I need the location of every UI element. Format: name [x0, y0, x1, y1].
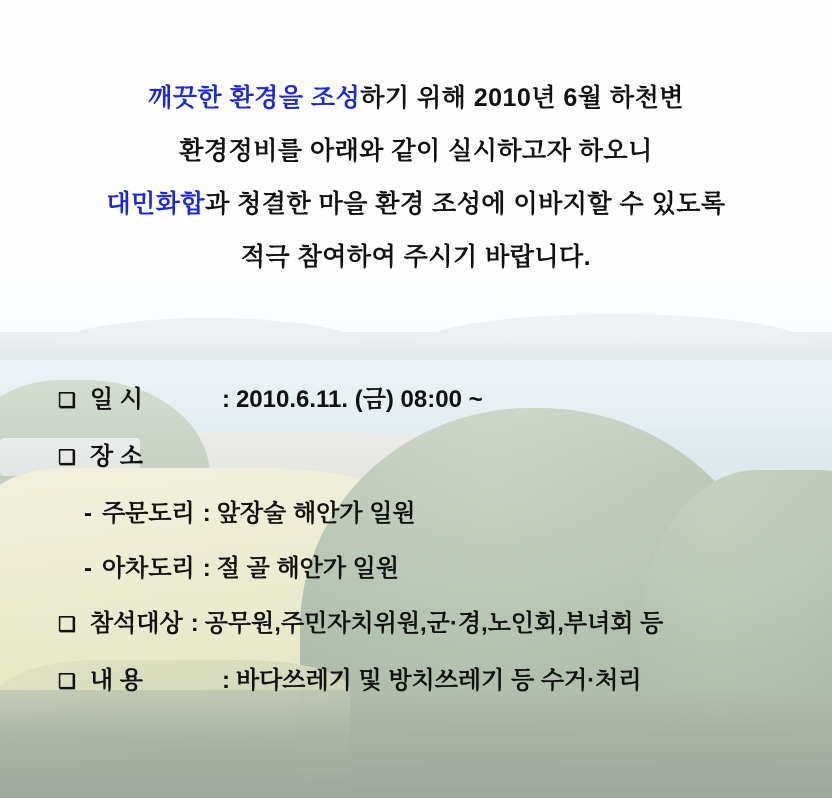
detail-label: 일 시: [89, 386, 143, 413]
dash-icon: -: [84, 555, 92, 582]
detail-separator: :: [202, 555, 211, 582]
detail-value: 2010.6.11. (금) 08:00 ~: [235, 386, 483, 413]
detail-row-datetime: [0, 372, 832, 429]
headline-line-1-highlight: 깨끗한 환경을 조성: [148, 84, 361, 112]
detail-separator: :: [190, 610, 199, 637]
detail-label: 주문도리: [102, 500, 195, 527]
detail-row-location-jumundori: [0, 486, 832, 541]
detail-row-attendees: [0, 596, 832, 653]
detail-label: 참석대상: [89, 610, 183, 637]
detail-label: 내 용: [89, 667, 143, 694]
detail-value: 바다쓰레기 및 방치쓰레기 등 수거·처리: [235, 667, 642, 694]
headline-block: [0, 72, 832, 284]
detail-value: 절 골 해안가 일원: [216, 555, 400, 582]
detail-label: 아차도리: [102, 555, 195, 582]
headline-line-3: [0, 178, 832, 231]
headline-line-1: [0, 72, 832, 125]
detail-row-location-achadori: [0, 541, 832, 596]
detail-separator: :: [221, 386, 230, 413]
bullet-icon: ❏: [58, 671, 76, 693]
details-list: [0, 372, 832, 710]
detail-row-content: [0, 653, 832, 710]
detail-value: 공무원,주민자치위원,군·경,노인회,부녀회 등: [204, 610, 664, 637]
bullet-icon: ❏: [58, 447, 76, 469]
bullet-icon: ❏: [58, 614, 76, 636]
headline-line-3-highlight: 대민화합: [106, 190, 206, 218]
detail-label: 장 소: [89, 443, 143, 470]
detail-row-location: [0, 429, 832, 486]
bullet-icon: ❏: [58, 390, 76, 412]
headline-line-1-rest: 하기 위해 2010년 6월 하천변: [360, 84, 684, 112]
headline-line-4: 적극 참여하여 주시기 바랍니다.: [240, 243, 592, 271]
detail-value: 앞장술 해안가 일원: [216, 500, 416, 527]
detail-separator: :: [221, 667, 230, 694]
dash-icon: -: [84, 500, 92, 527]
detail-separator: :: [202, 500, 211, 527]
headline-line-3-rest: 과 청결한 마을 환경 조성에 이바지할 수 있도록: [205, 190, 726, 218]
headline-line-2: 환경정비를 아래와 같이 실시하고자 하오니: [179, 137, 653, 165]
